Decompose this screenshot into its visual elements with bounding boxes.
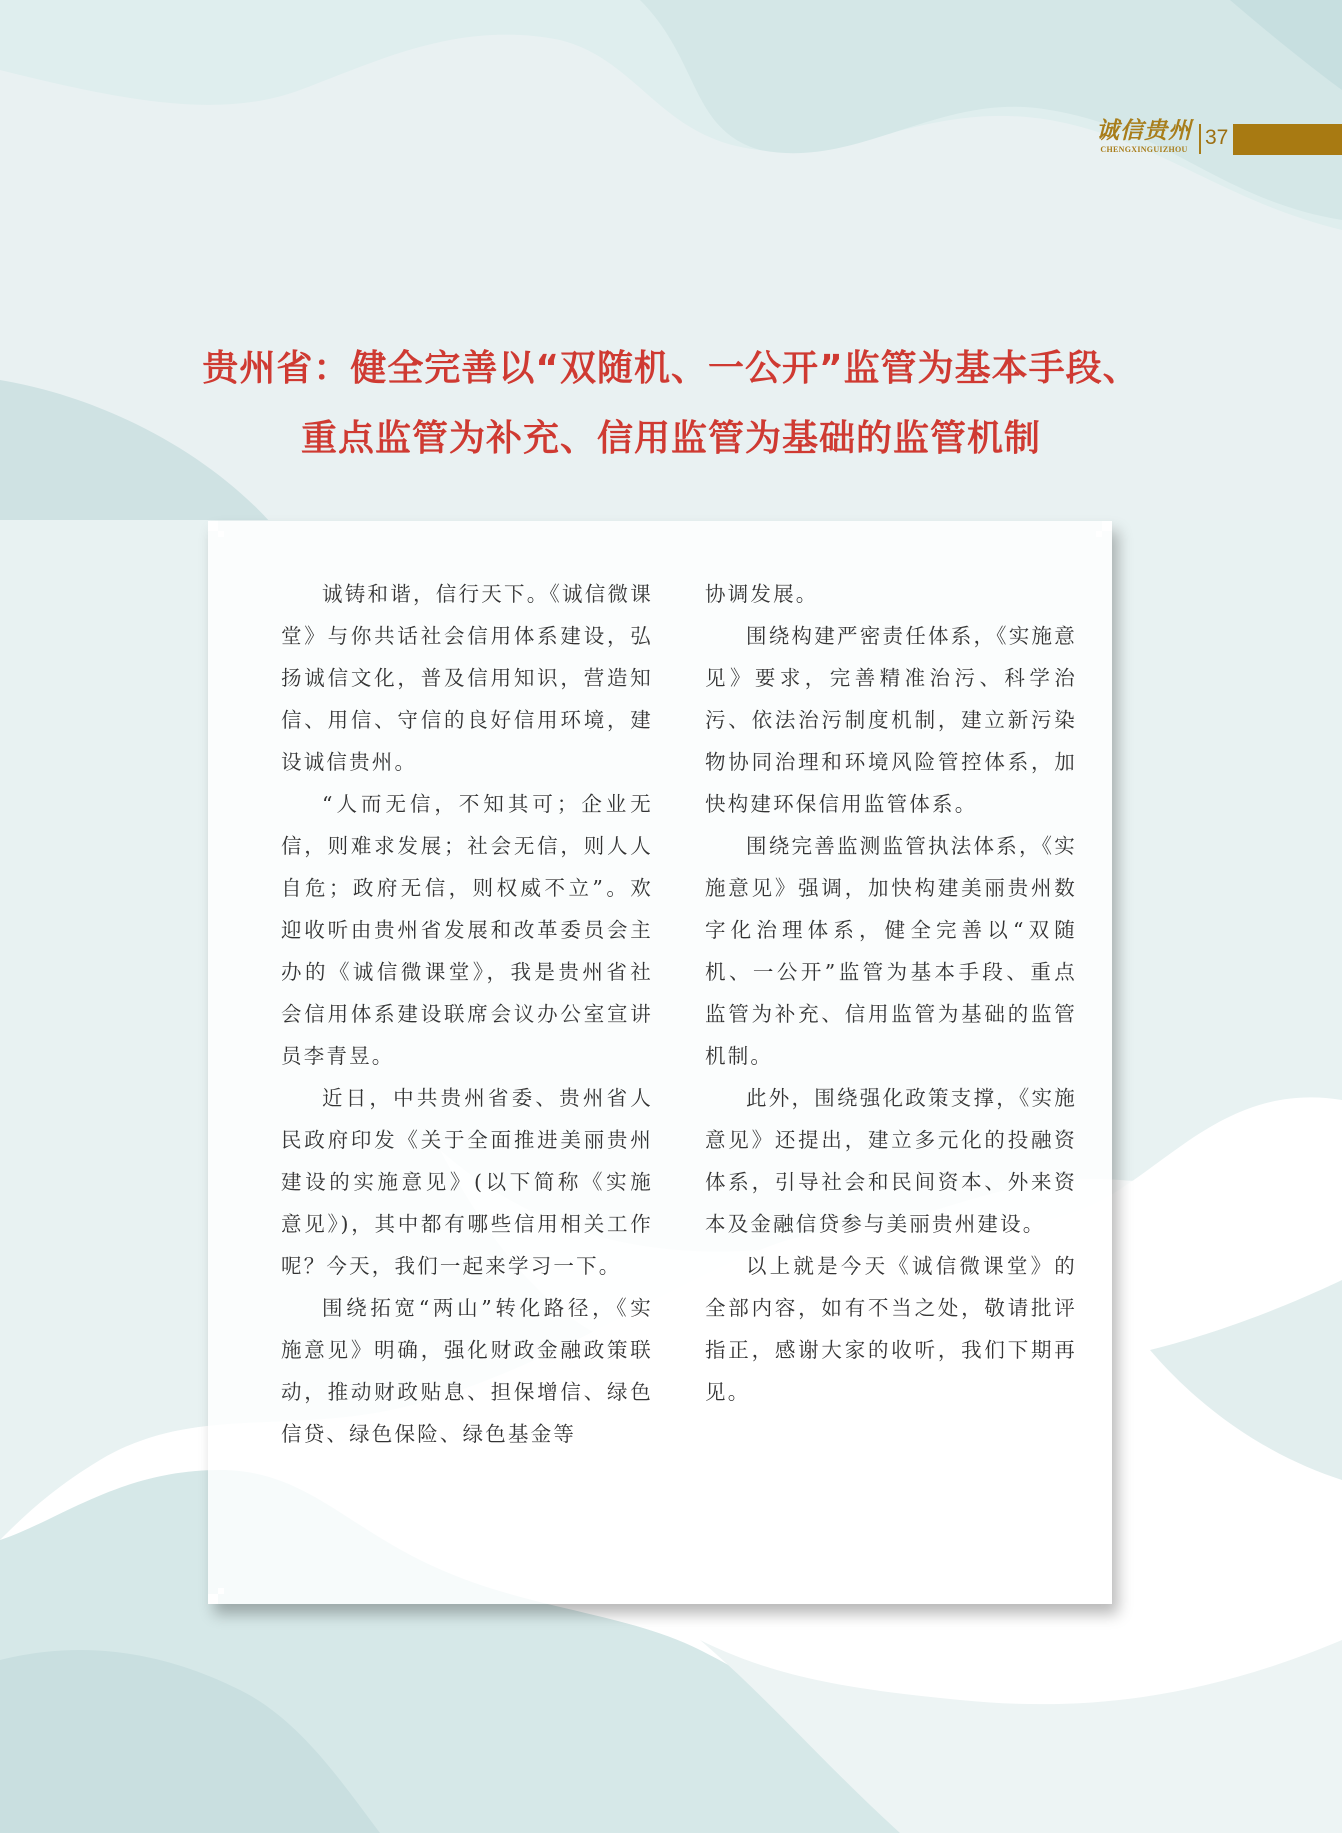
left-column [281, 573, 653, 1455]
paragraph: 以上就是今天《诚信微课堂》的全部内容，如有不当之处，敬请批评指正，感谢大家的收听，我们下期再见。 [705, 1254, 1077, 1404]
paragraph: 围绕构建严密责任体系，《实施意见》要求，完善精准治污、科学治污、依法治污制度机制，建立新污染物协同治理和环境风险管控体系，加快构建环保信用监管体系。 [705, 624, 1077, 816]
masthead-divider [1199, 124, 1201, 154]
panel-corner-notch [1102, 521, 1112, 531]
paragraph-continuation: 协调发展。 [705, 582, 819, 606]
paragraph: 此外，围绕强化政策支撑，《实施意见》还提出，建立多元化的投融资体系，引导社会和民间资本、外来资本及金融信贷参与美丽贵州建设。 [705, 1086, 1077, 1236]
magazine-logo: 诚信贵州 [1096, 117, 1192, 144]
panel-corner-notch [1102, 1594, 1112, 1604]
paragraph: 围绕拓宽“两山”转化路径，《实施意见》明确，强化财政金融政策联动，推动财政贴息、担保增信、绿色信贷、绿色保险、绿色基金等 [281, 1296, 653, 1446]
magazine-logo-pinyin: CHENGXINGUIZHOU [1100, 145, 1188, 154]
panel-corner-notch [218, 1588, 224, 1594]
article-title [0, 334, 1342, 474]
article-text-panel [208, 521, 1112, 1604]
gold-accent-bar [1233, 124, 1342, 155]
article-title-line-1: 贵州省：健全完善以“双随机、一公开”监管为基本手段、 [202, 348, 1140, 389]
paragraph: 近日，中共贵州省委、贵州省人民政府印发《关于全面推进美丽贵州建设的实施意见》(以下简称《实施意见》)，其中都有哪些信用相关工作呢？今天，我们一起来学习一下。 [281, 1086, 653, 1278]
paragraph: 诚铸和谐，信行天下。《诚信微课堂》与你共话社会信用体系建设，弘扬诚信文化，普及信用知识，营造知信、用信、守信的良好信用环境，建设诚信贵州。 [281, 582, 653, 774]
panel-corner-notch [208, 521, 218, 531]
panel-corner-notch [208, 1594, 218, 1604]
paragraph: “人而无信，不知其可；企业无信，则难求发展；社会无信，则人人自危；政府无信，则权威不立”。欢迎收听由贵州省发展和改革委员会主办的《诚信微课堂》，我是贵州省社会信用体系建设联席会议办公室宣讲员李青昱。 [281, 792, 653, 1068]
panel-corner-notch [1096, 531, 1102, 537]
page-number: 37 [1205, 126, 1229, 149]
paragraph: 围绕完善监测监管执法体系，《实施意见》强调，加快构建美丽贵州数字化治理体系，健全完善以“双随机、一公开”监管为基本手段、重点监管为补充、信用监管为基础的监管机制。 [705, 834, 1077, 1068]
panel-corner-notch [1096, 1588, 1102, 1594]
right-column [705, 573, 1077, 1413]
panel-corner-notch [218, 531, 224, 537]
article-title-line-2: 重点监管为补充、信用监管为基础的监管机制 [300, 418, 1041, 459]
